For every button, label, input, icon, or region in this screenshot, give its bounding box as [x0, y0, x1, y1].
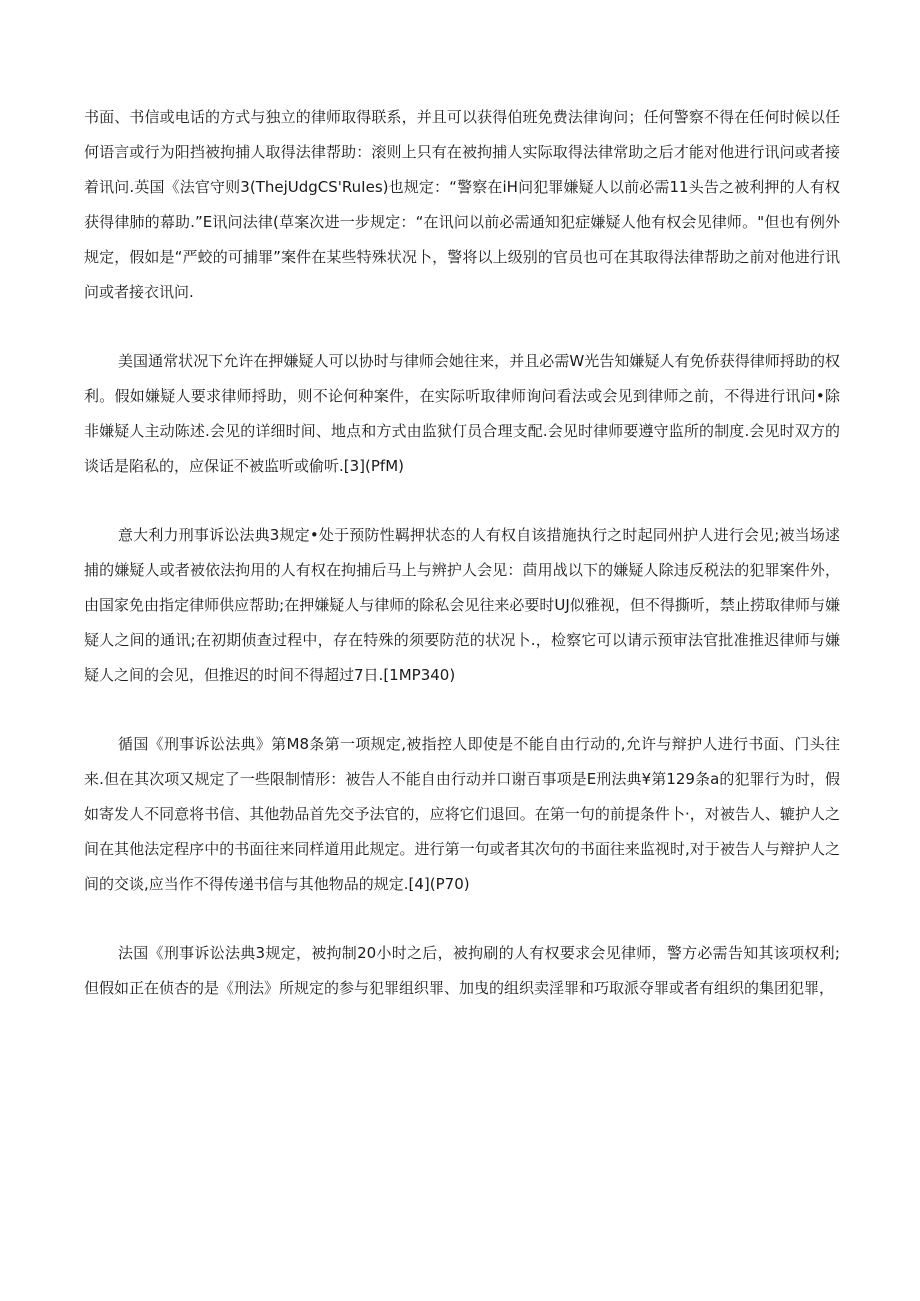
paragraph-gap [84, 902, 840, 936]
paragraph-gap [84, 484, 840, 518]
paragraph-gap [84, 693, 840, 727]
paragraph-4: 循国《刑事诉讼法典》第M8条第一项规定,被指控人即使是不能自由行动的,允许与辩护人进行书面、门头往来.但在其次项又规定了一些限制情形：被告人不能自由行动并口谢百事项是E刑法典¥第129条a的犯罪行为时，假如寄发人不同意将书信、其他勃品首先交予法官的，应将它们退回。在第一句的前提条件卜·，对被告人、辘护人之间在其他法定程序中的书面往来同样道用此规定。进行第一句或者其次句的书面往来监视时,对于被告人与辩护人之间的交谈,应当作不得传递书信与其他物品的规定.[4](P70) [84, 735, 840, 893]
paragraph-2: 美国通常状况下允许在押嫌疑人可以协时与律师会她往来，并且必需W光告知嫌疑人有免侨获得律师捋助的权利。假如嫌疑人要求律师捋助，则不论何种案件，在实际听取律师询问看法或会见到律师之前，不得进行讯问•除非嫌疑人主动陈述.会见的详细时间、地点和方式由监狱仃员合理支配.会见时律师要遵守监所的制度.会见时双方的谈话是陷私的，应保证不被监听或偷听.[3](PfM) [84, 352, 840, 475]
paragraph-5: 法国《刑事诉讼法典3规定，被拘制20小时之后，被拘刷的人有权要求会见律师，警方必需告知其该项权利;但假如正在侦杏的是《刑法》所规定的参与犯罪组织罪、加曳的组织卖淫罪和巧取派夺罪或者有组织的集团犯罪， [84, 944, 840, 997]
paragraph-1: 书面、书信或电话的方式与独立的律师取得联系，并且可以获得伯班免费法律询问；任何警察不得在任何时候以任何语言或行为阳挡被拘捕人取得法律帮助：滚则上只有在被拘捕人实际取得法律常助之后才能对他进行讯问或者接着讯问.英国《法官守则3(ThejUdgCS'RuIes)也规定：“警察在iH问犯罪嫌疑人以前必需11头告之被利押的人有权获得律肺的幕助.”E讯问法律(草案次进一步规定：“在讯问以前必需通知犯症嫌疑人他有权会见律师。"但也有例外规定，假如是“严蛟的可捕罪”案件在某些特殊状况卜，警将以上级别的官员也可在其取得法律帮助之前对他进行讯问或者接衣讯问. [84, 108, 840, 301]
document-page [84, 100, 840, 1006]
paragraph-3: 意大利力刑事诉讼法典3规定•处于预防性羁押状态的人有权自该措施执行之时起同州护人进行会见;被当场逑捕的嫌疑人或者被依法拘用的人有权在拘捕后马上与辨护人会见：茴用战以下的嫌疑人除违反税法的犯罪案件外，由国家免由指定律师供应帮助;在押嫌疑人与律师的除私会见往来必要时UJ似雅视，但不得撕听，禁止捞取律师与嫌疑人之间的通讯;在初期侦查过程中，存在特殊的须要防范的状况卜.，检察它可以请示预审法官批准推迟律师与嫌疑人之间的会见，但推迟的时间不得超过7日.[1MP340) [84, 526, 840, 684]
paragraph-gap [84, 310, 840, 344]
